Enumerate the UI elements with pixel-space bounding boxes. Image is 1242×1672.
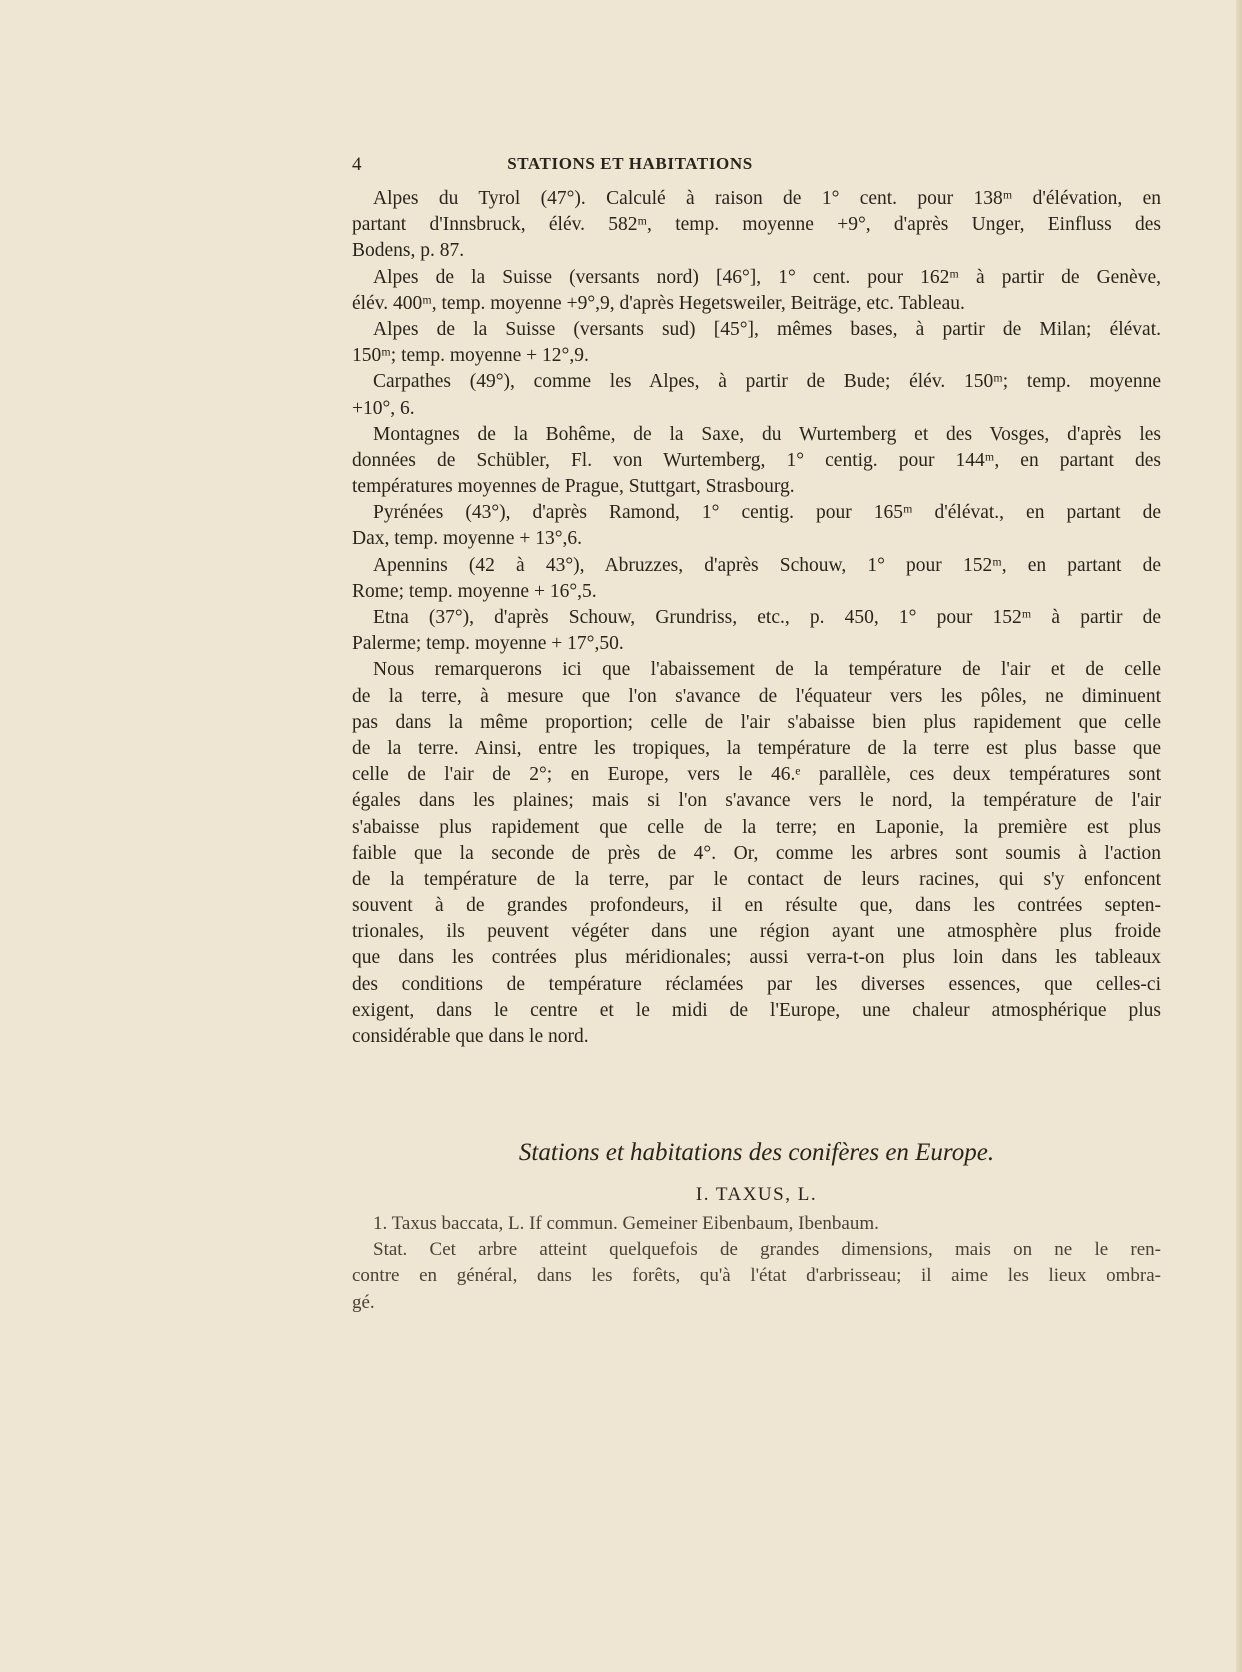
text-line: Bodens, p. 87. bbox=[352, 240, 465, 262]
text-line: températures moyennes de Prague, Stuttgart, Strasbourg. bbox=[352, 476, 795, 498]
text-line: Carpathes (49°), comme les Alpes, à partir de Bude; élév. 150ᵐ; temp. moyenne bbox=[373, 371, 1161, 393]
text-line: Nous remarquerons ici que l'abaissement de la température de l'air et de celle bbox=[373, 659, 1161, 681]
text-line: Montagnes de la Bohême, de la Saxe, du Wurtemberg et des Vosges, d'après les bbox=[373, 423, 1161, 445]
text-line: 1. Taxus baccata, L. If commun. Gemeiner Eibenbaum, Ibenbaum. bbox=[373, 1213, 879, 1234]
page-number: 4 bbox=[352, 154, 362, 175]
text-line: Dax, temp. moyenne + 13°,6. bbox=[352, 528, 583, 550]
section-title: Stations et habitations des conifères en Europe. bbox=[518, 1139, 995, 1166]
text-line: que dans les contrées plus méridionales; aussi verra-t-on plus loin dans les tableaux bbox=[352, 947, 1161, 969]
text-line: des conditions de température réclamées par les diverses essences, que celles-ci bbox=[352, 973, 1161, 995]
text-line: Alpes du Tyrol (47°). Calculé à raison de 1° cent. pour 138ᵐ d'élévation, en bbox=[373, 188, 1161, 209]
text-line: données de Schübler, Fl. von Wurtemberg, 1° centig. pour 144ᵐ, en partant des bbox=[352, 449, 1161, 471]
text-line: Pyrénées (43°), d'après Ramond, 1° centig. pour 165ᵐ d'élévat., en partant de bbox=[373, 502, 1161, 524]
text-line: de la terre, à mesure que l'on s'avance de l'équateur vers les pôles, ne diminuent bbox=[352, 685, 1161, 707]
text-line: Rome; temp. moyenne + 16°,5. bbox=[352, 580, 597, 602]
page-edge bbox=[1236, 0, 1242, 1672]
text-line: considérable que dans le nord. bbox=[352, 1026, 589, 1047]
text-line: de la terre. Ainsi, entre les tropiques, la température de la terre est plus basse que bbox=[352, 737, 1161, 759]
text-line: Stat. Cet arbre atteint quelquefois de grandes dimensions, mais on ne le ren- bbox=[373, 1239, 1161, 1261]
text-line: contre en général, dans les forêts, qu'à l'état d'arbrisseau; il aime les lieux ombra- bbox=[352, 1265, 1161, 1287]
text-line: pas dans la même proportion; celle de l'air s'abaisse bien plus rapidement que celle bbox=[352, 711, 1161, 733]
text-line: égales dans les plaines; mais si l'on s'avance vers le nord, la température de l'air bbox=[352, 790, 1161, 812]
text-line: souvent à de grandes profondeurs, il en résulte que, dans les contrées septen- bbox=[352, 895, 1161, 917]
text-line: exigent, dans le centre et le midi de l'Europe, une chaleur atmosphérique plus bbox=[352, 999, 1161, 1021]
text-line: +10°, 6. bbox=[352, 397, 415, 419]
text-line: de la température de la terre, par le contact de leurs racines, qui s'y enfoncent bbox=[352, 868, 1161, 890]
text-line: Apennins (42 à 43°), Abruzzes, d'après Schouw, 1° pour 152ᵐ, en partant de bbox=[373, 554, 1161, 576]
running-title: STATIONS ET HABITATIONS bbox=[507, 154, 753, 173]
text-line: trionales, ils peuvent végéter dans une région ayant une atmosphère plus froide bbox=[352, 921, 1161, 943]
text-line: celle de l'air de 2°; en Europe, vers le 46.ᵉ parallèle, ces deux températures sont bbox=[352, 764, 1161, 786]
species-entry bbox=[352, 1211, 1161, 1316]
text-line: Alpes de la Suisse (versants nord) [46°], 1° cent. pour 162ᵐ à partir de Genève, bbox=[373, 266, 1161, 288]
text-line: élév. 400ᵐ, temp. moyenne +9°,9, d'après Hegetsweiler, Beiträge, etc. Tableau. bbox=[352, 292, 965, 314]
body-text bbox=[352, 186, 1161, 1050]
text-line: faible que la seconde de près de 4°. Or, comme les arbres sont soumis à l'action bbox=[352, 842, 1161, 864]
text-line: s'abaisse plus rapidement que celle de la terre; en Laponie, la première est plus bbox=[352, 816, 1161, 838]
text-line: 150ᵐ; temp. moyenne + 12°,9. bbox=[352, 345, 589, 367]
text-line: partant d'Innsbruck, élév. 582ᵐ, temp. moyenne +9°, d'après Unger, Einfluss des bbox=[352, 214, 1161, 236]
text-line: Alpes de la Suisse (versants sud) [45°], mêmes bases, à partir de Milan; élévat. bbox=[373, 318, 1161, 340]
text-line: gé. bbox=[352, 1291, 375, 1313]
text-line: Palerme; temp. moyenne + 17°,50. bbox=[352, 633, 624, 655]
page-header bbox=[352, 154, 907, 178]
text-line: Etna (37°), d'après Schouw, Grundriss, etc., p. 450, 1° pour 152ᵐ à partir de bbox=[373, 607, 1161, 628]
genus-title: I. TAXUS, L. bbox=[695, 1184, 818, 1205]
